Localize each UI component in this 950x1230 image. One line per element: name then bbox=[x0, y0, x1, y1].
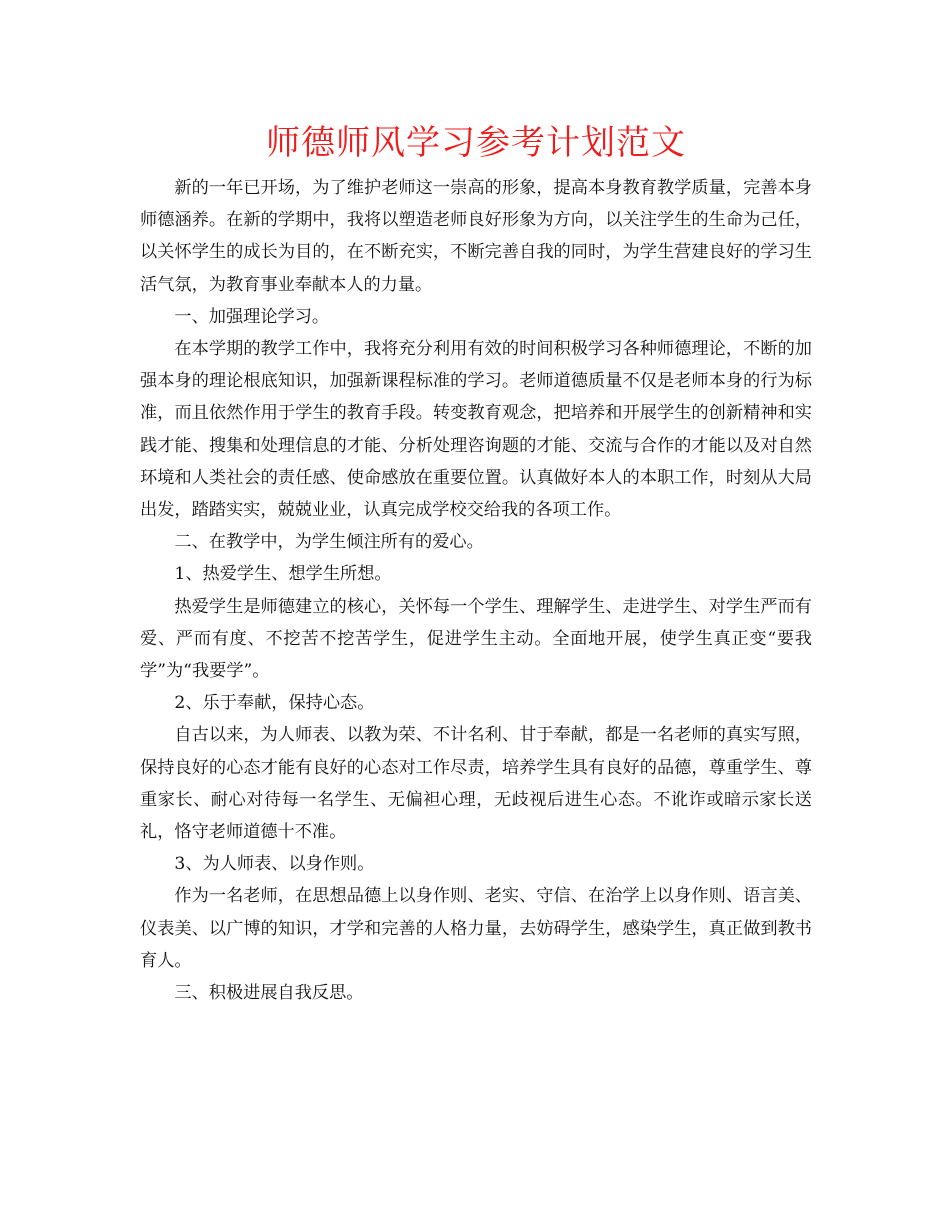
section-1-paragraph: 在本学期的教学工作中，我将充分利用有效的时间积极学习各种师德理论，不断的加强本身的理论根底知识，加强新课程标准的学习。老师道德质量不仅是老师本身的行为标准，而且依然作用于学生的教育手段。转变教育观念，把培养和开展学生的创新精神和实践才能、搜集和处理信息的才能、分析处理咨询题的才能、交流与合作的才能以及对自然环境和人类社会的责任感、使命感放在重要位置。认真做好本人的本职工作，时刻从大局出发，踏踏实实，兢兢业业，认真完成学校交给我的各项工作。 bbox=[140, 339, 812, 521]
section-heading-3: 三、积极进展自我反思。 bbox=[174, 983, 364, 1004]
section-heading-1: 一、加强理论学习。 bbox=[174, 306, 330, 327]
subsection-heading-2-2: 2、乐于奉献，保持心态。 bbox=[174, 693, 375, 714]
document-page bbox=[140, 118, 812, 1009]
section-heading-2: 二、在教学中，为学生倾注所有的爱心。 bbox=[174, 532, 484, 553]
intro-paragraph: 新的一年已开场，为了维护老师这一崇高的形象，提高本身教育教学质量，完善本身师德涵养。在新的学期中，我将以塑造老师良好形象为方向，以关注学生的生命为己任，以关怀学生的成长为目的，在不断充实，不断完善自我的同时，为学生营建良好的学习生活气氛，为教育事业奉献本人的力量。 bbox=[140, 178, 812, 295]
subsection-2-3-paragraph: 作为一名老师，在思想品德上以身作则、老实、守信、在治学上以身作则、语言美、仪表美、以广博的知识，才学和完善的人格力量，去妨碍学生，感染学生，真正做到教书育人。 bbox=[140, 886, 812, 971]
subsection-heading-2-3: 3、为人师表、以身作则。 bbox=[174, 854, 375, 875]
subsection-2-2-paragraph: 自古以来，为人师表、以教为荣、不计名利、甘于奉献，都是一名老师的真实写照，保持良好的心态才能有良好的心态对工作尽责，培养学生具有良好的品德，尊重学生、尊重家长、耐心对待每一名学生、无偏袒心理，无歧视后进生心态。不讹诈或暗示家长送礼，恪守老师道德十不准。 bbox=[140, 725, 812, 843]
subsection-heading-2-1: 1、热爱学生、想学生所想。 bbox=[174, 564, 392, 585]
document-title: 师德师风学习参考计划范文 bbox=[266, 123, 686, 163]
subsection-2-1-paragraph: 热爱学生是师德建立的核心，关怀每一个学生、理解学生、走进学生、对学生严而有爱、严而有度、不挖苦不挖苦学生，促进学生主动。全面地开展，使学生真正变“要我学”为“我要学”。 bbox=[140, 596, 812, 682]
